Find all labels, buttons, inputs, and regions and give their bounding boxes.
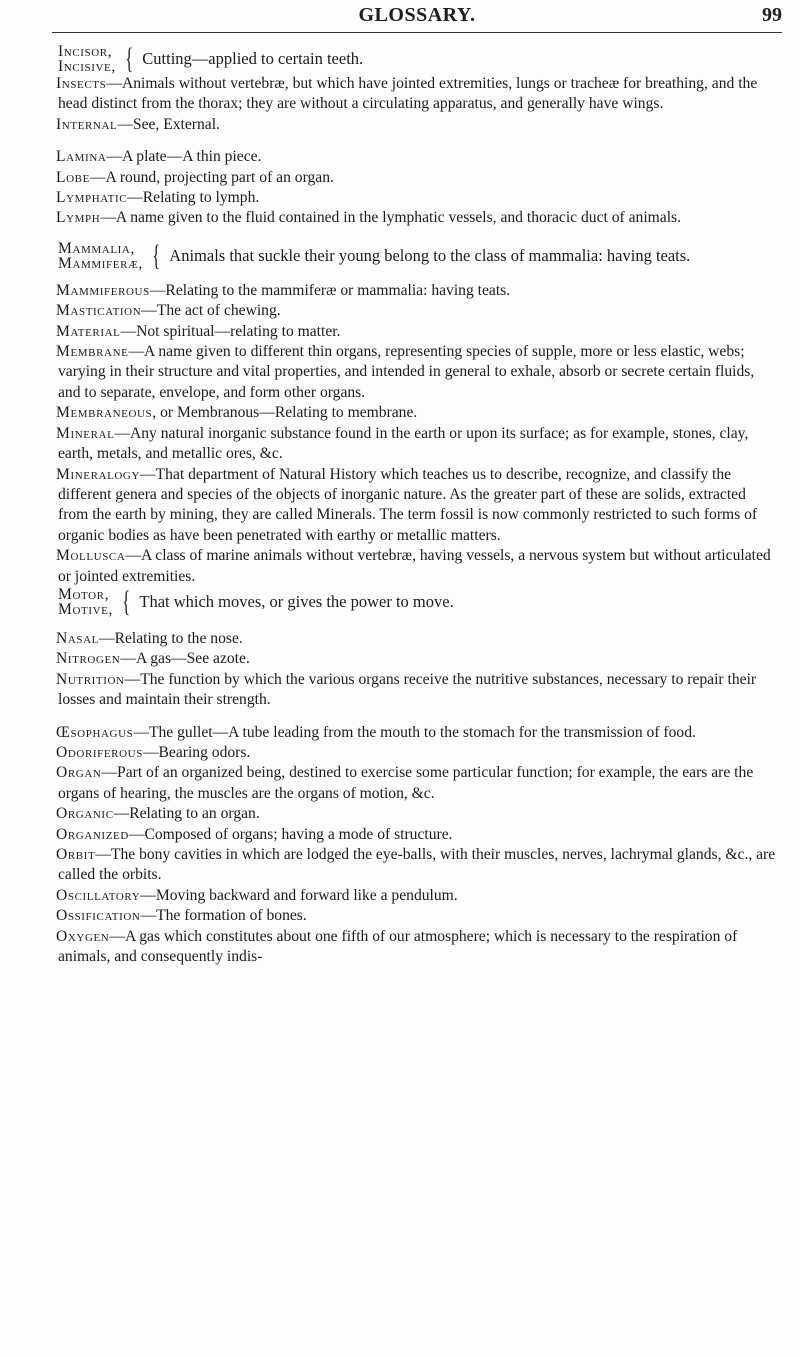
entry-definition: —Relating to the mammiferæ or mammalia: having teats. xyxy=(149,281,511,299)
entry-definition: Animals that suckle their young belong to the class of mammalia: having teats. xyxy=(169,245,691,265)
glossary-entry xyxy=(58,743,780,763)
entry-term: Incisor, xyxy=(58,43,113,60)
entry-definition: —The formation of bones. xyxy=(140,907,307,925)
entry-definition: —A plate—A thin piece. xyxy=(106,148,262,166)
entry-term: Lamina xyxy=(56,148,107,166)
glossary-entry-motor xyxy=(58,584,780,618)
entry-term: Oscillatory xyxy=(56,886,141,904)
glossary-entry-mammalia xyxy=(58,238,780,272)
entry-term: Incisive, xyxy=(58,58,116,75)
header-rule xyxy=(52,32,782,33)
glossary-entry xyxy=(58,208,780,228)
entry-definition: That which moves, or gives the power to move. xyxy=(139,591,454,611)
entry-term: Internal xyxy=(56,115,118,133)
entry-term: Mineralogy xyxy=(56,465,141,483)
entry-definition: —Composed of organs; having a mode of structure. xyxy=(128,825,453,843)
entry-term: Nasal xyxy=(56,629,99,647)
entry-definition: —A name given to the fluid contained in the lymphatic vessels, and thoracic duct of animals. xyxy=(100,209,682,227)
glossary-entry-incisor xyxy=(58,44,780,74)
entry-term: Motive, xyxy=(58,600,113,618)
entry-term: Nitrogen xyxy=(56,650,121,668)
glossary-entry xyxy=(58,845,780,886)
entry-term: Material xyxy=(56,322,121,340)
glossary-entry xyxy=(58,546,780,587)
glossary-entry xyxy=(58,465,780,547)
entry-term: Mollusca xyxy=(56,547,126,565)
entry-term: Organ xyxy=(56,764,102,782)
entry-term: Lobe xyxy=(56,168,90,186)
entry-term: Insects xyxy=(56,75,107,92)
entry-definition: —That department of Natural History which teaches us to describe, recognize, and classify the different genera and species of the objects of inorganic nature. As the greater part of these are solids, extracted from the earth by mining, they are called Minerals. The term fossil is now commonly restricted to such forms of organic bodies as have been penetrated with earthy or metallic matters. xyxy=(58,465,758,544)
page-title: GLOSSARY. xyxy=(358,4,476,26)
entry-definition: —Relating to an organ. xyxy=(113,805,260,823)
entry-definition: —A gas which constitutes about one fifth of our atmosphere; which is necessary to the respiration of animals, and consequently indis- xyxy=(58,927,738,966)
entry-term: Membrane xyxy=(56,343,129,361)
entry-definition: —Relating to lymph. xyxy=(127,189,260,207)
entry-term: Mammalia, xyxy=(58,239,135,257)
glossary-entry xyxy=(58,906,780,926)
entry-term: Motor, xyxy=(58,585,110,603)
glossary-entry xyxy=(58,886,780,906)
glossary-entry xyxy=(58,804,780,824)
glossary-body xyxy=(58,44,780,967)
glossary-entry xyxy=(58,168,780,188)
glossary-entry xyxy=(58,403,780,423)
entry-term: Orbit xyxy=(56,846,96,863)
entry-definition: Cutting—applied to certain teeth. xyxy=(142,49,364,68)
glossary-entry xyxy=(58,342,780,403)
entry-definition: —Not spiritual—relating to matter. xyxy=(120,322,341,340)
entry-definition: —The function by which the various organs receive the nutritive substances, necessary to repair their losses and maintain their strength. xyxy=(58,670,757,709)
glossary-entry xyxy=(58,115,780,135)
entry-definition: —Part of an organized being, destined to exercise some particular function; for example, the ears are the organs of hearing, the muscles are the organs of motion, &c. xyxy=(58,764,754,802)
page-number: 99 xyxy=(762,4,782,26)
entry-definition: —The act of chewing. xyxy=(141,302,281,320)
page-header xyxy=(52,0,782,40)
entry-term: Organic xyxy=(56,805,114,823)
entry-term: Lymphatic xyxy=(56,189,128,207)
entry-definition: —Bearing odors. xyxy=(142,743,251,761)
glossary-entry xyxy=(58,629,780,649)
entry-definition: —See, External. xyxy=(117,115,220,133)
glossary-entry xyxy=(58,670,780,711)
entry-definition: —Any natural inorganic substance found in the earth or upon its surface; as for example, stones, clay, earth, metals, and metallic ores, &c. xyxy=(58,424,749,463)
entry-term: Odoriferous xyxy=(56,743,143,761)
glossary-entry xyxy=(58,147,780,167)
entry-term: Œsophagus xyxy=(56,723,134,741)
glossary-entry xyxy=(58,322,780,342)
entry-definition: —A gas—See azote. xyxy=(120,650,250,668)
entry-term: Mammiferous xyxy=(56,281,150,299)
entry-term: Organized xyxy=(56,825,129,843)
brace-glyph: { xyxy=(152,238,161,272)
glossary-entry xyxy=(58,301,780,321)
brace-glyph: { xyxy=(125,42,134,75)
entry-definition: —A class of marine animals without vertebræ, having vessels, a nervous system but without articulated or jointed extremities. xyxy=(58,547,771,585)
glossary-entry xyxy=(58,188,780,208)
entry-definition: —Moving backward and forward like a pendulum. xyxy=(140,886,458,904)
entry-term: Nutrition xyxy=(56,670,125,688)
entry-term: Mastication xyxy=(56,302,142,320)
entry-term: Mineral xyxy=(56,424,115,442)
glossary-entry xyxy=(58,74,780,115)
entry-term: Lymph xyxy=(56,209,101,227)
glossary-entry xyxy=(58,723,780,743)
entry-definition: —A name given to different thin organs, representing species of supple, more or less elastic, webs; varying in their structure and vital properties, and intended in general to exhale, absorb or secrete certain fluids, and to separate, envelope, and form other organs. xyxy=(58,343,755,401)
glossary-entry xyxy=(58,825,780,845)
entry-term: Oxygen xyxy=(56,927,110,945)
glossary-entry xyxy=(58,649,780,669)
entry-term: Mammiferæ, xyxy=(58,254,143,272)
glossary-entry xyxy=(58,763,780,804)
glossary-entry xyxy=(58,281,780,301)
entry-definition: —Animals without vertebræ, but which have jointed extremities, lungs or tracheæ for breathing, and the head distinct from the thorax; they are without a circulating apparatus, and generally have wings. xyxy=(58,75,758,113)
entry-term: Membraneous xyxy=(56,404,153,422)
glossary-entry xyxy=(58,927,780,968)
brace-glyph: { xyxy=(122,584,131,618)
glossary-entry xyxy=(58,424,780,465)
entry-definition: —A round, projecting part of an organ. xyxy=(89,168,334,186)
entry-definition: —Relating to the nose. xyxy=(99,629,243,647)
entry-definition: —The bony cavities in which are lodged the eye-balls, with their muscles, nerves, lachrymal glands, &c., are called the orbits. xyxy=(58,846,776,884)
entry-term: Ossification xyxy=(56,907,141,925)
entry-definition: , or Membranous—Relating to membrane. xyxy=(152,404,418,422)
entry-definition: —The gullet—A tube leading from the mouth to the stomach for the transmission of food. xyxy=(133,723,696,741)
